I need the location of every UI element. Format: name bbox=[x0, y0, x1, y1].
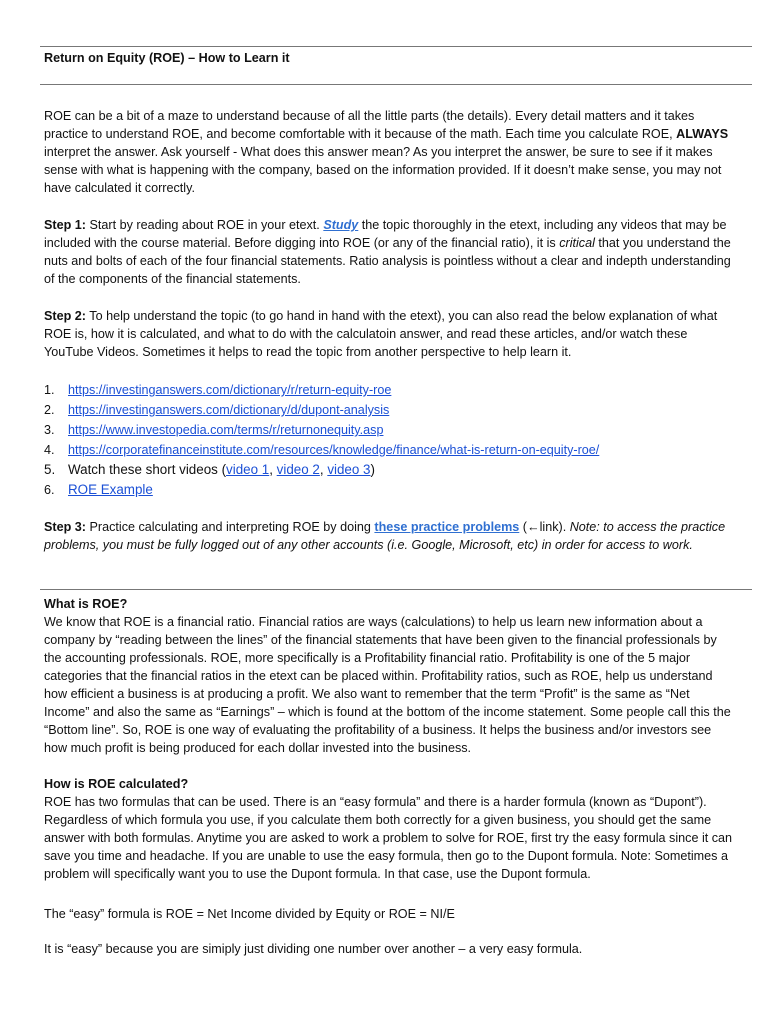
investopedia-link[interactable]: https://www.investopedia.com/terms/r/returnonequity.asp bbox=[68, 423, 384, 437]
resource-list bbox=[44, 380, 744, 500]
how-is-roe-calculated-heading: How is ROE calculated? bbox=[44, 777, 189, 791]
what-is-roe-paragraph: We know that ROE is a financial ratio. Financial ratios are ways (calculations) to help us learn new information about a company by “reading between the lines” of the financial statements that have been given to the financial professionals by the accounting professionals. ROE, more specifically is a Profitability financial ratio. Profitability is one of the 5 major categories that the financial ratios in the etext can be placed within. Profitability ratios, such as ROE, help us understand how efficient a business is at producing a profit. We also want to remember that the term “Profit” is the same as “Net Income” and also the same as “Earnings” – which is found at the bottom of the income statement. Some people call this the “Bottom line”. So, ROE is one way of evaluating the profitability of a business. It helps the business and/or investors see how much profit is being produced for each dollar invested into the business. bbox=[44, 615, 731, 755]
intro-paragraph: ROE can be a bit of a maze to understand because of all the little parts (the details). Every detail matters and it takes practice to understand ROE, and become comfortable with it because of the math. Each time you calculate ROE, ALWAYS interpret the answer. Ask yourself - What does this answer mean? As you interpret the answer, be sure to see if it makes sense with what is happening with the company, based on the information provided. If it doesn’t make sense, you may not have calculated it correctly. bbox=[44, 109, 729, 195]
video-2-link[interactable]: video 2 bbox=[276, 462, 320, 477]
study-link[interactable]: Study bbox=[323, 218, 359, 232]
easy-formula-line: The “easy” formula is ROE = Net Income divided by Equity or ROE = NI/E bbox=[44, 907, 455, 921]
investinganswers-dupont-link[interactable]: https://investinganswers.com/dictionary/d/dupont-analysis bbox=[68, 403, 390, 417]
step-2-label: Step 2: bbox=[44, 309, 86, 323]
how-is-roe-calculated-paragraph: ROE has two formulas that can be used. There is an “easy formula” and there is a harder formula (known as “Dupont”). Regardless of which formula you use, if you calculate them both correctly for a given business, you should get the same answer with both formulas. Anytime you are asked to work a problem to solve for ROE, first try the easy formula since it can save you time and headache. If you are unable to use the easy formula, then go to the Dupont formula. Note: Sometimes a problem will specifically want you to use the Dupont formula. In that case, use the Dupont formula. bbox=[44, 795, 733, 881]
section-rule bbox=[40, 589, 752, 590]
title-rule bbox=[40, 84, 752, 85]
practice-problems-link[interactable]: these practice problems bbox=[374, 520, 520, 534]
step-1-label: Step 1: bbox=[44, 218, 86, 232]
list-item: 6. ROE Example bbox=[44, 482, 153, 497]
list-item: 2. https://investinganswers.com/dictionary/d/dupont-analysis bbox=[44, 403, 390, 417]
video-3-link[interactable]: video 3 bbox=[327, 462, 371, 477]
investinganswers-roe-link[interactable]: https://investinganswers.com/dictionary/r/return-equity-roe bbox=[68, 383, 392, 397]
top-rule bbox=[40, 46, 752, 47]
video-1-link[interactable]: video 1 bbox=[226, 462, 270, 477]
critical-emphasis: critical bbox=[559, 236, 595, 250]
step-1-paragraph: Step 1: Start by reading about ROE in your etext. Study the topic thoroughly in the etext, including any videos that may be included with the course material. Before digging into ROE (or any of the financial ratio), it is critical that you understand the nuts and bolts of each of the four financial statements. Ratio analysis is pointless without a clear and indepth understanding of the components of the financial statements. bbox=[44, 218, 731, 286]
list-item: 1. https://investinganswers.com/dictionary/r/return-equity-roe bbox=[44, 383, 392, 397]
step-3-paragraph: Step 3: Practice calculating and interpreting ROE by doing these practice problems (←link). Note: to access the practice problems, you must be fully logged out of any other accounts (i.e. Google, Microsoft, etc) in order for access to work. bbox=[44, 520, 726, 552]
roe-example-link[interactable]: ROE Example bbox=[68, 482, 153, 497]
list-item: 5. Watch these short videos (video 1, video 2, video 3) bbox=[44, 462, 375, 477]
step-2-paragraph: Step 2: To help understand the topic (to go hand in hand with the etext), you can also read the below explanation of what ROE is, how it is calculated, and what to do with the calculatoin answer, and read these articles, and/or watch these YouTube Videos. Sometimes it helps to read the topic from another perspective to help learn it. bbox=[44, 309, 718, 359]
list-item: 3. https://www.investopedia.com/terms/r/returnonequity.asp bbox=[44, 423, 384, 437]
page-title: Return on Equity (ROE) – How to Learn it bbox=[44, 51, 290, 65]
step-3-label: Step 3: bbox=[44, 520, 86, 534]
access-note: Note: to access the practice problems, you must be fully logged out of any other accounts (i.e. Google, Microsoft, etc) in order for access to work. bbox=[44, 520, 726, 552]
list-item: 4. https://corporatefinanceinstitute.com/resources/knowledge/finance/what-is-return-on-equity-roe/ bbox=[44, 443, 600, 457]
what-is-roe-heading: What is ROE? bbox=[44, 597, 128, 611]
easy-reason-line: It is “easy” because you are simiply just dividing one number over another – a very easy formula. bbox=[44, 942, 583, 956]
always-emphasis: ALWAYS bbox=[676, 127, 729, 141]
cfi-link[interactable]: https://corporatefinanceinstitute.com/resources/knowledge/finance/what-is-return-on-equity-roe/ bbox=[68, 443, 600, 457]
